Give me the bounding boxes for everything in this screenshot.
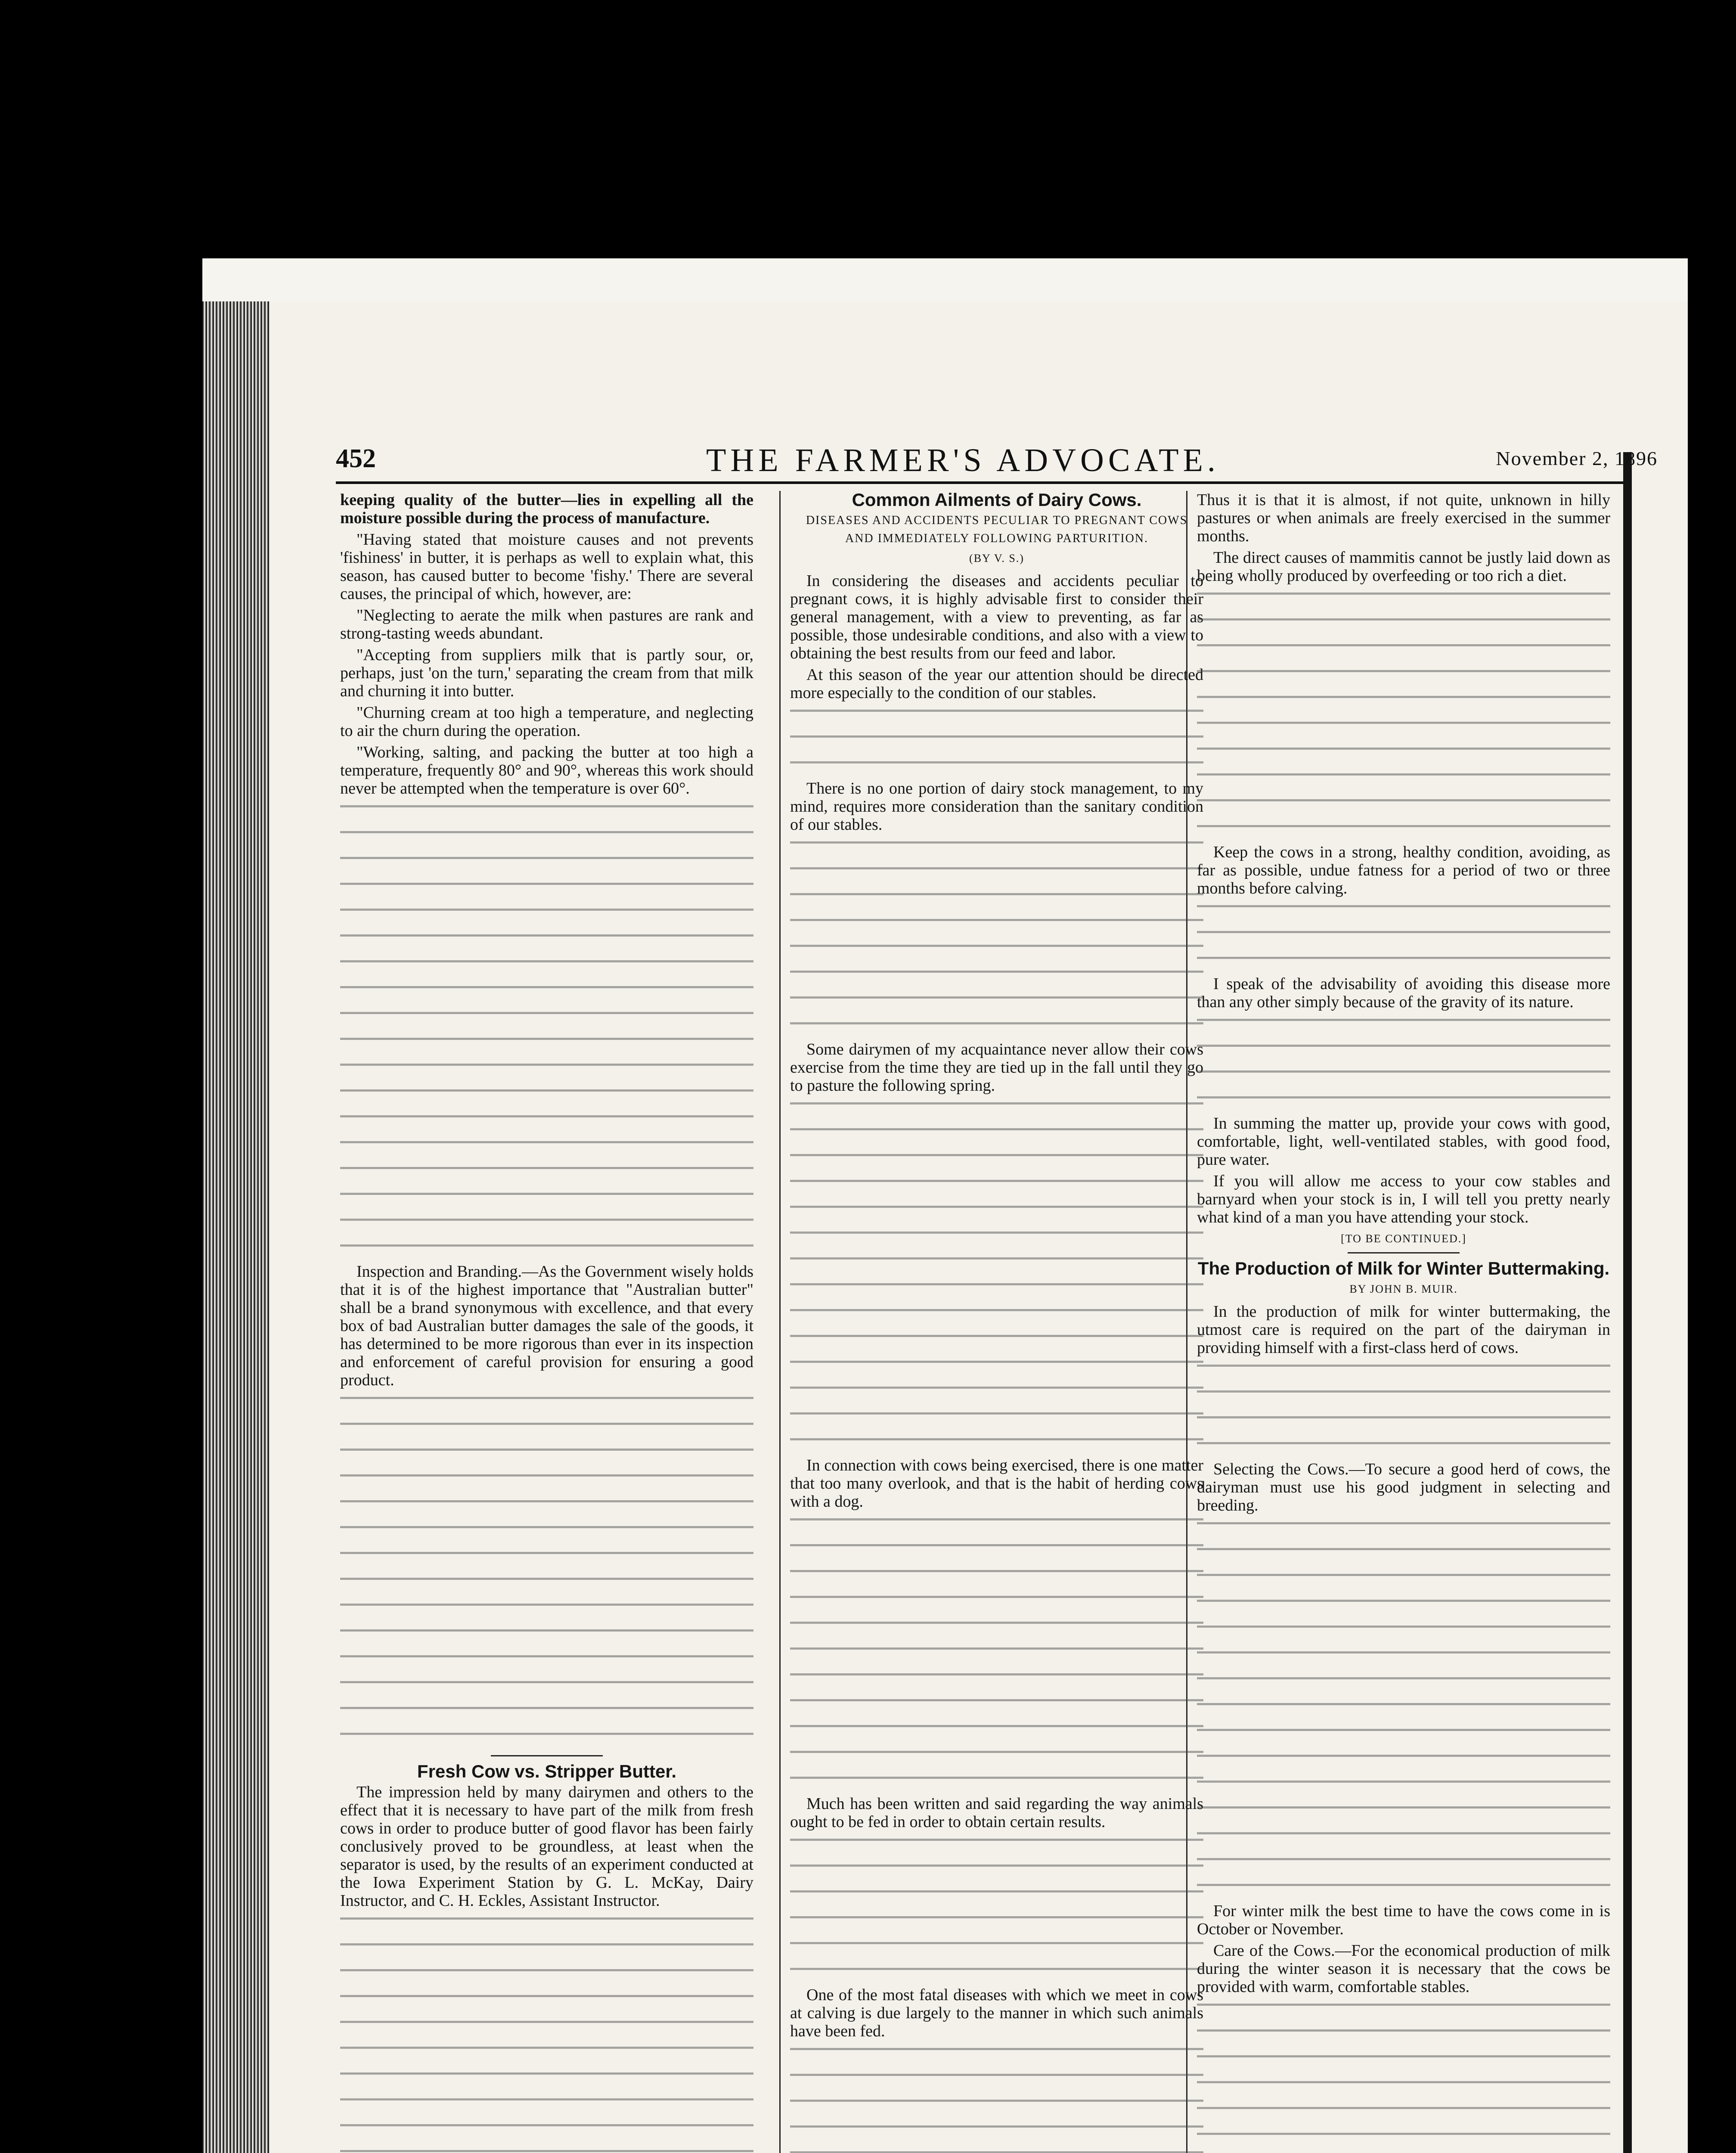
text-lines <box>790 2048 1203 2153</box>
text-lines <box>790 710 1203 779</box>
text-lines <box>340 1917 753 2153</box>
paragraph: Care of the Cows.—For the economical production of milk during the winter season it is necessary that the cows be provided with warm, comfortable stables. <box>1197 1942 1610 1996</box>
column-divider <box>779 491 781 2153</box>
text-lines <box>790 841 1203 1040</box>
text-lines <box>790 1839 1203 1986</box>
text-lines <box>1197 1522 1610 1902</box>
text-lines <box>340 1397 753 1751</box>
byline: (BY V. S.) <box>969 552 1024 565</box>
paragraph: The impression held by many dairymen and others to the effect that it is necessary to have part of the milk from fresh cows in order to produce butter of good flavor has been fairly conclusively proved to be groundless, at least when the separator is used, by the results of an experiment conducted at the Iowa Experiment Station by G. L. McKay, Dairy Instructor, and C. H. Eckles, Assistant Instructor. <box>340 1783 753 1910</box>
paragraph: The direct causes of mammitis cannot be justly laid down as being wholly produced by overfeeding or too rich a diet. <box>1197 549 1610 585</box>
text-lines <box>1197 905 1610 975</box>
column-1 <box>340 491 753 2153</box>
masthead <box>336 444 1658 482</box>
paragraph: In summing the matter up, provide your cows with good, comfortable, light, well-ventilated stables, with good food, pure water. <box>1197 1114 1610 1169</box>
article-heading: The Production of Milk for Winter Buttermaking. <box>1197 1258 1610 1278</box>
text-lines <box>1197 1019 1610 1114</box>
article-heading: Common Ailments of Dairy Cows. <box>852 490 1142 510</box>
paragraph: For winter milk the best time to have the cows come in is October or November. <box>1197 1902 1610 1938</box>
paragraph: Thus it is that it is almost, if not quite, unknown in hilly pastures or when animals are freely exercised in the summer months. <box>1197 491 1610 545</box>
book-page-edges <box>202 301 269 2153</box>
continued-note: [TO BE CONTINUED.] <box>1341 1232 1466 1245</box>
paragraph: Inspection and Branding.—As the Government wisely holds that it is of the highest importance that "Australian butter" shall be a brand synonymous with excellence, and that every box of bad Australian butter damages the sale of the goods, it has determined to be more rigorous than ever in its inspection and enforcement of careful provision for ensuring a good product. <box>340 1263 753 1389</box>
paragraph: keeping quality of the butter—lies in expelling all the moisture possible during the process of manufacture. <box>340 491 753 527</box>
paragraph: Selecting the Cows.—To secure a good herd of cows, the dairyman must use his good judgment in selecting and breeding. <box>1197 1460 1610 1514</box>
paragraph: I speak of the advisability of avoiding this disease more than any other simply because of the gravity of its nature. <box>1197 975 1610 1011</box>
paragraph: "Having stated that moisture causes and not prevents 'fishiness' in butter, it is perhaps as well to explain what, this season, has caused butter to become 'fishy.' There are several causes, the principal of which, however, are: <box>340 530 753 603</box>
column-3 <box>1197 491 1610 2153</box>
masthead-rule <box>336 481 1623 484</box>
article-heading: Fresh Cow vs. Stripper Butter. <box>417 1761 677 1781</box>
paragraph: In the production of milk for winter buttermaking, the utmost care is required on the part of the dairyman in providing himself with a first-class herd of cows. <box>1197 1303 1610 1357</box>
text-lines <box>790 1102 1203 1456</box>
paragraph: At this season of the year our attention should be directed more especially to the condition of our stables. <box>790 666 1203 702</box>
paragraph: Much has been written and said regarding the way animals ought to be fed in order to obtain certain results. <box>790 1795 1203 1831</box>
paragraph: "Churning cream at too high a temperature, and neglecting to air the churn during the operation. <box>340 704 753 740</box>
text-lines <box>340 805 753 1263</box>
issue-date: November 2, 1896 <box>1496 447 1658 469</box>
paragraph: Keep the cows in a strong, healthy condition, avoiding, as far as possible, undue fatness for a period of two or three months before calving. <box>1197 843 1610 897</box>
paragraph: One of the most fatal diseases with which we meet in cows at calving is due largely to the manner in which such animals have been fed. <box>790 1986 1203 2040</box>
column-2 <box>790 491 1203 2153</box>
article-subheading: DISEASES AND ACCIDENTS PECULIAR TO PREGNANT COWS AND IMMEDIATELY FOLLOWING PARTURITION. <box>806 514 1188 545</box>
paragraph: If you will allow me access to your cow stables and barnyard when your stock is in, I will tell you pretty nearly what kind of a man you have attending your stock. <box>1197 1172 1610 1226</box>
text-lines <box>1197 2004 1610 2153</box>
paragraph: "Working, salting, and packing the butter at too high a temperature, frequently 80° and 90°, whereas this work should never be attempted when the temperature is over 60°. <box>340 743 753 797</box>
paragraph: In considering the diseases and accidents peculiar to pregnant cows, it is highly advisable first to consider their general management, with a view to preventing, as far as possible, those undesirable conditions, and also with a view to obtaining the best results from our feed and labor. <box>790 572 1203 662</box>
paragraph: "Accepting from suppliers milk that is partly sour, or, perhaps, just 'on the turn,' separating the cream from that milk and churning it into butter. <box>340 646 753 700</box>
newspaper-title: THE FARMER'S ADVOCATE. <box>706 442 1220 478</box>
text-lines <box>1197 1365 1610 1460</box>
page-top-margin <box>202 258 1688 301</box>
paragraph: Some dairymen of my acquaintance never allow their cows exercise from the time they are tied up in the fall until they go to pasture the following spring. <box>790 1040 1203 1095</box>
paragraph: In connection with cows being exercised, there is one matter that too many overlook, and that is the habit of herding cows with a dog. <box>790 1456 1203 1511</box>
paragraph: "Neglecting to aerate the milk when pastures are rank and strong-tasting weeds abundant. <box>340 606 753 642</box>
text-lines <box>1197 593 1610 843</box>
text-lines <box>790 1518 1203 1795</box>
page-number: 452 <box>336 444 376 473</box>
page-right-shadow <box>1623 452 1632 2153</box>
paragraph: There is no one portion of dairy stock management, to my mind, requires more consideration than the sanitary condition of our stables. <box>790 779 1203 834</box>
byline: BY JOHN B. MUIR. <box>1349 1283 1458 1295</box>
section-rule <box>491 1755 603 1756</box>
section-rule <box>1348 1252 1460 1253</box>
